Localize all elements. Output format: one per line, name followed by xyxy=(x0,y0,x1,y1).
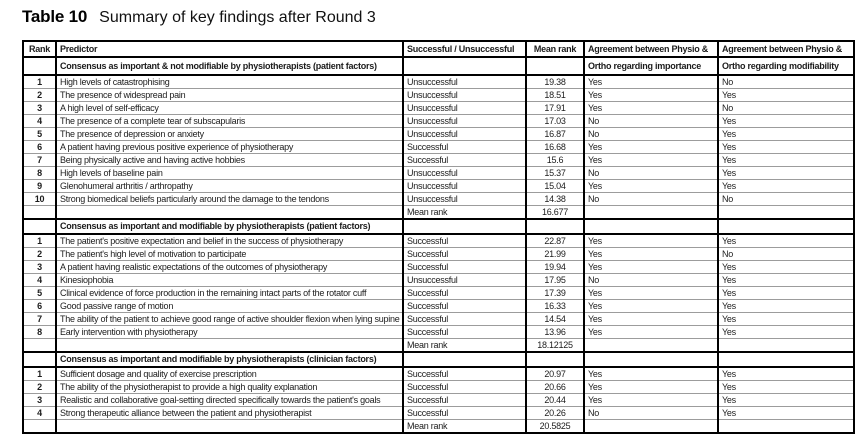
rank-cell: 4 xyxy=(23,115,56,128)
table-caption xyxy=(22,7,376,27)
mean-rank-cell: 15.37 xyxy=(526,167,584,180)
table-row xyxy=(23,89,854,102)
rank-cell xyxy=(23,352,56,367)
predictor-cell: Sufficient dosage and quality of exercise prescription xyxy=(56,367,403,381)
agreement-modifiability-cell: Yes xyxy=(718,128,854,141)
table-row xyxy=(23,248,854,261)
predictor-cell: Kinesiophobia xyxy=(56,274,403,287)
mean-rank-cell: 20.26 xyxy=(526,407,584,420)
rank-cell: 2 xyxy=(23,248,56,261)
agreement-importance-cell: No xyxy=(584,115,718,128)
section-header-cell: Consensus as important & not modifiable by physiotherapists (patient factors) xyxy=(56,57,403,75)
mean-rank-cell: 15.6 xyxy=(526,154,584,167)
table-row xyxy=(23,381,854,394)
outcome-cell: Unsuccessful xyxy=(403,167,526,180)
mean-rank-row xyxy=(23,206,854,220)
column-header-mean-rank: Mean rank xyxy=(526,41,584,57)
outcome-cell: Successful xyxy=(403,141,526,154)
predictor-cell: Realistic and collaborative goal-setting directed specifically towards the patient's goals xyxy=(56,394,403,407)
outcome-cell: Successful xyxy=(403,394,526,407)
mean-rank-row xyxy=(23,339,854,353)
section-header-cell: Consensus as important and modifiable by physiotherapists (clinician factors) xyxy=(56,352,403,367)
predictor-cell xyxy=(56,339,403,353)
agreement-importance-cell: Yes xyxy=(584,154,718,167)
outcome-cell xyxy=(403,219,526,234)
header-row-2 xyxy=(23,57,854,75)
table-row xyxy=(23,367,854,381)
rank-cell: 7 xyxy=(23,313,56,326)
agreement-importance-cell: Yes xyxy=(584,367,718,381)
agreement-modifiability-cell: Yes xyxy=(718,115,854,128)
rank-cell: 10 xyxy=(23,193,56,206)
mean-rank-label-cell: Mean rank xyxy=(403,339,526,353)
predictor-cell: A high level of self-efficacy xyxy=(56,102,403,115)
agreement-modifiability-cell: Yes xyxy=(718,141,854,154)
agreement-importance-cell xyxy=(584,206,718,220)
predictor-cell: Good passive range of motion xyxy=(56,300,403,313)
agreement-importance-cell: No xyxy=(584,193,718,206)
rank-cell xyxy=(23,219,56,234)
agreement-modifiability-cell: Yes xyxy=(718,381,854,394)
outcome-cell: Unsuccessful xyxy=(403,180,526,193)
mean-rank-cell: 21.99 xyxy=(526,248,584,261)
table-row xyxy=(23,394,854,407)
mean-rank-cell: 14.38 xyxy=(526,193,584,206)
agreement-modifiability-cell: Yes xyxy=(718,300,854,313)
outcome-cell: Successful xyxy=(403,300,526,313)
outcome-cell: Successful xyxy=(403,287,526,300)
table-row xyxy=(23,313,854,326)
predictor-cell: The ability of the patient to achieve good range of active shoulder flexion when lying supine xyxy=(56,313,403,326)
agreement-importance-cell: Yes xyxy=(584,141,718,154)
mean-rank-cell xyxy=(526,219,584,234)
rank-cell: 5 xyxy=(23,128,56,141)
outcome-cell: Unsuccessful xyxy=(403,89,526,102)
rank-cell: 6 xyxy=(23,141,56,154)
agreement-importance-cell: Yes xyxy=(584,180,718,193)
predictor-cell: Clinical evidence of force production in the remaining intact parts of the rotator cuff xyxy=(56,287,403,300)
agreement-importance-cell: Yes xyxy=(584,326,718,339)
agreement-modifiability-cell xyxy=(718,420,854,434)
mean-rank-cell: 17.91 xyxy=(526,102,584,115)
section-header-cell: Consensus as important and modifiable by physiotherapists (patient factors) xyxy=(56,219,403,234)
agreement-modifiability-cell: Yes xyxy=(718,234,854,248)
outcome-cell: Successful xyxy=(403,326,526,339)
column-header-agreement-modifiability: Agreement between Physio & xyxy=(718,41,854,57)
outcome-cell xyxy=(403,352,526,367)
agreement-importance-cell: Yes xyxy=(584,381,718,394)
mean-rank-cell: 19.94 xyxy=(526,261,584,274)
table-row xyxy=(23,193,854,206)
mean-rank-cell: 20.44 xyxy=(526,394,584,407)
table-row xyxy=(23,115,854,128)
rank-cell: 2 xyxy=(23,89,56,102)
agreement-importance-cell: Yes xyxy=(584,394,718,407)
mean-rank-cell: 13.96 xyxy=(526,326,584,339)
agreement-modifiability-cell: Yes xyxy=(718,407,854,420)
outcome-cell xyxy=(403,57,526,75)
agreement-modifiability-cell: Yes xyxy=(718,287,854,300)
agreement-modifiability-cell xyxy=(718,339,854,353)
agreement-modifiability-cell: No xyxy=(718,75,854,89)
agreement-importance-cell: No xyxy=(584,274,718,287)
predictor-cell: The presence of widespread pain xyxy=(56,89,403,102)
predictor-cell: Glenohumeral arthritis / arthropathy xyxy=(56,180,403,193)
table-row xyxy=(23,128,854,141)
agreement-modifiability-cell: Yes xyxy=(718,394,854,407)
table-row xyxy=(23,141,854,154)
mean-rank-cell: 16.68 xyxy=(526,141,584,154)
column-header-predictor: Predictor xyxy=(56,41,403,57)
mean-rank-cell: 17.95 xyxy=(526,274,584,287)
mean-rank-value-cell: 20.5825 xyxy=(526,420,584,434)
mean-rank-cell: 20.66 xyxy=(526,381,584,394)
outcome-cell: Unsuccessful xyxy=(403,102,526,115)
agreement-importance-cell: Yes xyxy=(584,102,718,115)
predictor-cell xyxy=(56,420,403,434)
agreement-importance-cell xyxy=(584,352,718,367)
outcome-cell: Successful xyxy=(403,154,526,167)
table-row xyxy=(23,326,854,339)
mean-rank-cell: 20.97 xyxy=(526,367,584,381)
predictor-cell: Strong biomedical beliefs particularly around the damage to the tendons xyxy=(56,193,403,206)
predictor-cell xyxy=(56,206,403,220)
mean-rank-cell xyxy=(526,57,584,75)
rank-cell: 2 xyxy=(23,381,56,394)
predictor-cell: High levels of baseline pain xyxy=(56,167,403,180)
agreement-modifiability-cell: Yes xyxy=(718,367,854,381)
mean-rank-label-cell: Mean rank xyxy=(403,206,526,220)
predictor-cell: Early intervention with physiotherapy xyxy=(56,326,403,339)
outcome-cell: Unsuccessful xyxy=(403,193,526,206)
agreement-modifiability-cell: Yes xyxy=(718,180,854,193)
rank-cell xyxy=(23,206,56,220)
rank-cell xyxy=(23,339,56,353)
outcome-cell: Successful xyxy=(403,313,526,326)
rank-cell: 1 xyxy=(23,234,56,248)
column-header-agreement-importance: Agreement between Physio & xyxy=(584,41,718,57)
agreement-modifiability-cell xyxy=(718,206,854,220)
agreement-modifiability-cell: Yes xyxy=(718,167,854,180)
mean-rank-cell: 14.54 xyxy=(526,313,584,326)
mean-rank-cell: 17.39 xyxy=(526,287,584,300)
predictor-cell: A patient having previous positive experience of physiotherapy xyxy=(56,141,403,154)
mean-rank-cell: 15.04 xyxy=(526,180,584,193)
outcome-cell: Unsuccessful xyxy=(403,274,526,287)
header-row xyxy=(23,41,854,57)
outcome-cell: Successful xyxy=(403,381,526,394)
table-row xyxy=(23,102,854,115)
outcome-cell: Unsuccessful xyxy=(403,115,526,128)
rank-cell: 8 xyxy=(23,167,56,180)
column-header-outcome: Successful / Unsuccessful xyxy=(403,41,526,57)
table-row xyxy=(23,407,854,420)
agreement-modifiability-cell: Yes xyxy=(718,89,854,102)
agreement-modifiability-cell: Yes xyxy=(718,154,854,167)
rank-cell: 1 xyxy=(23,367,56,381)
agreement-importance-cell: Yes xyxy=(584,89,718,102)
agreement-importance-cell: No xyxy=(584,128,718,141)
rank-cell xyxy=(23,57,56,75)
predictor-cell: High levels of catastrophising xyxy=(56,75,403,89)
agreement-importance-cell: No xyxy=(584,167,718,180)
outcome-cell: Successful xyxy=(403,367,526,381)
rank-cell: 9 xyxy=(23,180,56,193)
agreement-importance-cell: No xyxy=(584,407,718,420)
rank-cell: 3 xyxy=(23,102,56,115)
column-header-rank: Rank xyxy=(28,43,50,54)
table-row xyxy=(23,274,854,287)
outcome-cell: Unsuccessful xyxy=(403,128,526,141)
predictor-cell: Strong therapeutic alliance between the patient and physiotherapist xyxy=(56,407,403,420)
rank-cell: 7 xyxy=(23,154,56,167)
agreement-modifiability-cell xyxy=(718,352,854,367)
table-row xyxy=(23,75,854,89)
section-header-row xyxy=(23,352,854,367)
table-row xyxy=(23,154,854,167)
table-caption-text: Summary of key findings after Round 3 xyxy=(99,9,376,26)
table-row xyxy=(23,287,854,300)
predictor-cell: A patient having realistic expectations of the outcomes of physiotherapy xyxy=(56,261,403,274)
agreement-modifiability-cell: Yes xyxy=(718,274,854,287)
agreement-modifiability-cell: No xyxy=(718,248,854,261)
mean-rank-value-cell: 16.677 xyxy=(526,206,584,220)
table-row xyxy=(23,234,854,248)
mean-rank-cell: 22.87 xyxy=(526,234,584,248)
agreement-importance-cell xyxy=(584,420,718,434)
agreement-modifiability-cell: Yes xyxy=(718,261,854,274)
rank-cell: 6 xyxy=(23,300,56,313)
agreement-importance-cell: Yes xyxy=(584,75,718,89)
rank-cell: 4 xyxy=(23,274,56,287)
agreement-modifiability-cell: No xyxy=(718,193,854,206)
mean-rank-cell: 16.87 xyxy=(526,128,584,141)
agreement-importance-cell: Yes xyxy=(584,234,718,248)
table-number: Table 10 xyxy=(22,7,88,26)
mean-rank-cell xyxy=(526,352,584,367)
agreement-importance-cell: Yes xyxy=(584,287,718,300)
predictor-cell: The presence of a complete tear of subscapularis xyxy=(56,115,403,128)
agreement-modifiability-cell: Yes xyxy=(718,326,854,339)
agreement-importance-cell xyxy=(584,339,718,353)
predictor-cell: Being physically active and having active hobbies xyxy=(56,154,403,167)
rank-cell: 5 xyxy=(23,287,56,300)
rank-cell xyxy=(23,420,56,434)
predictor-cell: The patient's positive expectation and belief in the success of physiotherapy xyxy=(56,234,403,248)
agreement-importance-cell: Yes xyxy=(584,261,718,274)
mean-rank-label-cell: Mean rank xyxy=(403,420,526,434)
rank-cell: 3 xyxy=(23,261,56,274)
agreement-modifiability-cell: Yes xyxy=(718,313,854,326)
column-header-line2-agreement-modifiability: Ortho regarding modifiability xyxy=(718,57,854,75)
mean-rank-cell: 16.33 xyxy=(526,300,584,313)
findings-table-body xyxy=(23,41,854,433)
outcome-cell: Successful xyxy=(403,261,526,274)
mean-rank-value-cell: 18.12125 xyxy=(526,339,584,353)
agreement-importance-cell xyxy=(584,219,718,234)
mean-rank-cell: 18.51 xyxy=(526,89,584,102)
mean-rank-cell: 19.38 xyxy=(526,75,584,89)
predictor-cell: The presence of depression or anxiety xyxy=(56,128,403,141)
rank-cell: 3 xyxy=(23,394,56,407)
rank-cell: 8 xyxy=(23,326,56,339)
predictor-cell: The patient's high level of motivation to participate xyxy=(56,248,403,261)
agreement-modifiability-cell xyxy=(718,219,854,234)
mean-rank-cell: 17.03 xyxy=(526,115,584,128)
table-row xyxy=(23,180,854,193)
mean-rank-row xyxy=(23,420,854,434)
agreement-importance-cell: Yes xyxy=(584,313,718,326)
table-row xyxy=(23,300,854,313)
outcome-cell: Successful xyxy=(403,407,526,420)
column-header-line2-agreement-importance: Ortho regarding importance xyxy=(584,57,718,75)
rank-cell: 1 xyxy=(23,75,56,89)
table-row xyxy=(23,167,854,180)
findings-table xyxy=(22,40,855,434)
agreement-modifiability-cell: No xyxy=(718,102,854,115)
agreement-importance-cell: Yes xyxy=(584,300,718,313)
section-header-row xyxy=(23,219,854,234)
predictor-cell: The ability of the physiotherapist to provide a high quality explanation xyxy=(56,381,403,394)
outcome-cell: Successful xyxy=(403,234,526,248)
outcome-cell: Unsuccessful xyxy=(403,75,526,89)
rank-cell: 4 xyxy=(23,407,56,420)
table-row xyxy=(23,261,854,274)
agreement-importance-cell: Yes xyxy=(584,248,718,261)
outcome-cell: Successful xyxy=(403,248,526,261)
